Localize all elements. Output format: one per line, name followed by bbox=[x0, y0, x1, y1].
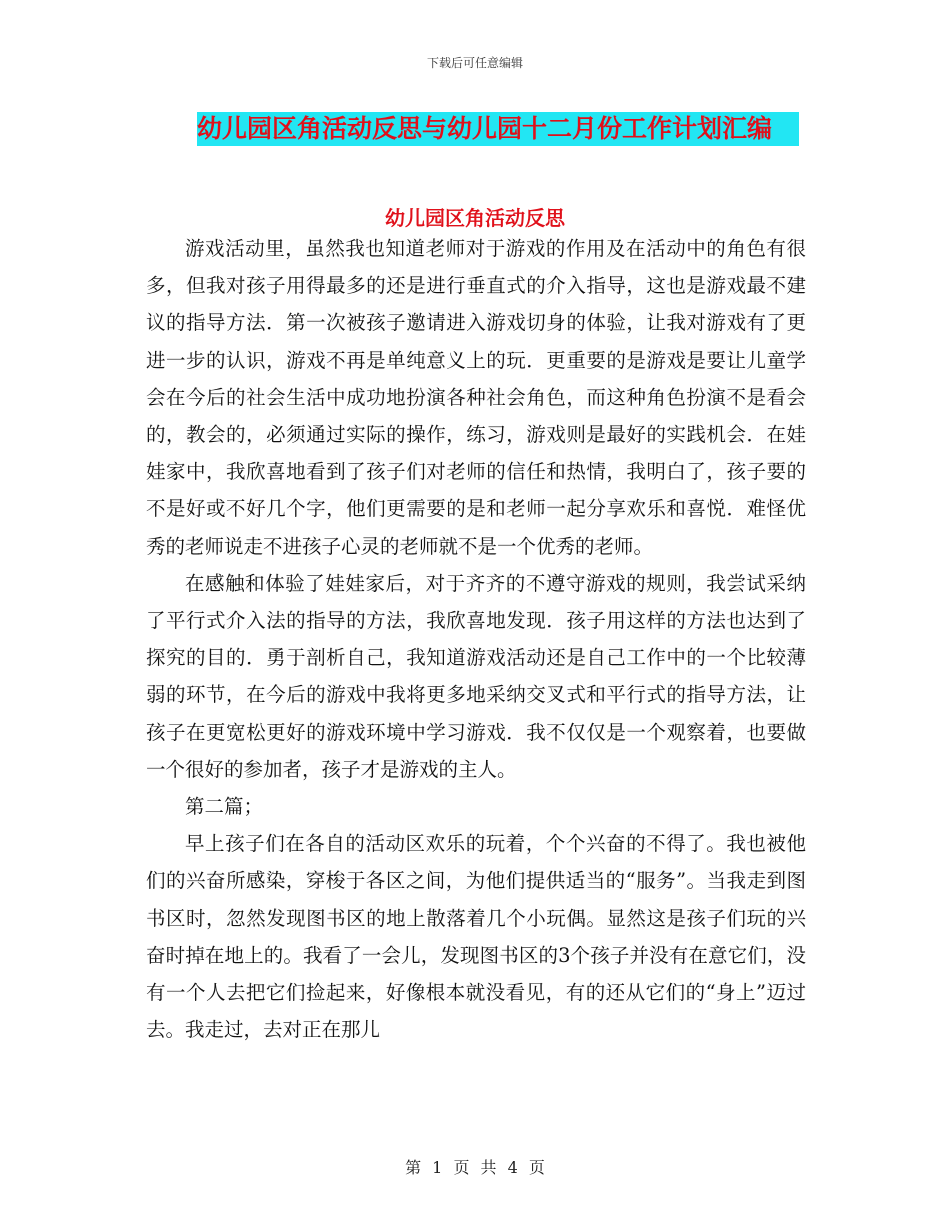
paragraph: 早上孩子们在各自的活动区欢乐的玩着，个个兴奋的不得了。我也被他们的兴奋所感染，穿梭于各区之间，为他们提供适当的“服务”。当我走到图书区时，忽然发现图书区的地上散落着几个小玩偶。显然这是孩子们玩的兴奋时掉在地上的。我看了一会儿，发现图书区的3个孩子并没有在意它们，没有一个人去把它们捡起来，好像根本就没看见，有的还从它们的“身上”迈过去。我走过，去对正在那儿 bbox=[146, 832, 806, 1042]
body-text bbox=[146, 230, 806, 1048]
header-note: 下载后可任意编辑 bbox=[426, 56, 523, 70]
paragraph: 在感触和体验了娃娃家后，对于齐齐的不遵守游戏的规则，我尝试采纳了平行式介入法的指导的方法，我欣喜地发现．孩子用这样的方法也达到了探究的目的．勇于剖析自己，我知道游戏活动还是自己工作中的一个比较薄弱的环节，在今后的游戏中我将更多地采纳交叉式和平行式的指导方法，让孩子在更宽松更好的游戏环境中学习游戏．我不仅仅是一个观察着，也要做一个很好的参加者，孩子才是游戏的主人。 bbox=[146, 571, 806, 781]
section-title: 幼儿园区角活动反思 bbox=[385, 206, 565, 230]
paragraph: 游戏活动里，虽然我也知道老师对于游戏的作用及在活动中的角色有很多，但我对孩子用得最多的还是进行垂直式的介入指导，这也是游戏最不建议的指导方法．第一次被孩子邀请进入游戏切身的体验，让我对游戏有了更进一步的认识，游戏不再是单纯意义上的玩．更重要的是游戏是要让儿童学会在今后的社会生活中成功地扮演各种社会角色，而这种角色扮演不是看会的，教会的，必须通过实际的操作，练习，游戏则是最好的实践机会．在娃娃家中，我欣喜地看到了孩子们对老师的信任和热情，我明白了，孩子要的不是好或不好几个字，他们更需要的是和老师一起分享欢乐和喜悦．难怪优秀的老师说走不进孩子心灵的老师就不是一个优秀的老师。 bbox=[146, 237, 806, 558]
footer-middle: 页 共 bbox=[453, 1158, 497, 1177]
footer-page-number: 1 bbox=[432, 1158, 443, 1177]
footer-suffix: 页 bbox=[528, 1158, 545, 1177]
footer-total-pages: 4 bbox=[507, 1158, 518, 1177]
footer-prefix: 第 bbox=[405, 1158, 422, 1177]
page-footer bbox=[0, 1155, 950, 1178]
paragraph: 第二篇； bbox=[185, 795, 264, 819]
document-title: 幼儿园区角活动反思与幼儿园十二月份工作计划汇编 bbox=[197, 112, 799, 146]
